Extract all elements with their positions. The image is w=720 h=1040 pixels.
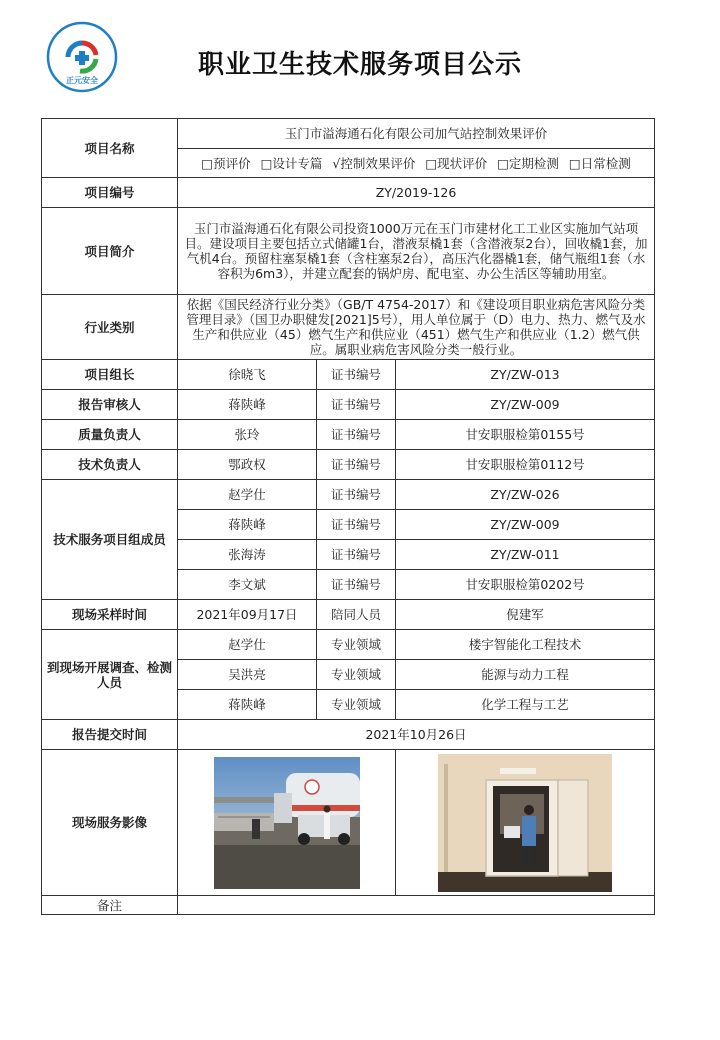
investigator-field: 楼宇智能化工程技术 xyxy=(396,630,655,660)
member-cert: ZY/ZW-011 xyxy=(396,540,655,570)
investigator-field: 化学工程与工艺 xyxy=(396,690,655,720)
accompany-label: 陪同人员 xyxy=(317,600,396,630)
cert-label: 证书编号 xyxy=(317,510,396,540)
label-members: 技术服务项目组成员 xyxy=(42,480,178,600)
cert-label: 证书编号 xyxy=(317,450,396,480)
logo-text: 正元安全 xyxy=(66,76,98,85)
row-tech xyxy=(42,450,655,480)
member-name: 张海涛 xyxy=(178,540,317,570)
investigator-name: 吴洪亮 xyxy=(178,660,317,690)
eval-type-option: □日常检测 xyxy=(568,155,631,171)
investigator-field: 能源与动力工程 xyxy=(396,660,655,690)
member-cert: 甘安职服检第0202号 xyxy=(396,570,655,600)
eval-type-options xyxy=(178,149,655,178)
row-quality xyxy=(42,420,655,450)
row-photos xyxy=(42,750,655,896)
label-project-no: 项目编号 xyxy=(42,178,178,208)
label-leader: 项目组长 xyxy=(42,360,178,390)
row-member xyxy=(42,480,655,510)
submit-time-value: 2021年10月26日 xyxy=(178,720,655,750)
member-cert: ZY/ZW-026 xyxy=(396,480,655,510)
label-quality: 质量负责人 xyxy=(42,420,178,450)
sampling-time-value: 2021年09月17日 xyxy=(178,600,317,630)
eval-type-option: □定期检测 xyxy=(497,155,559,171)
cert-label: 证书编号 xyxy=(317,480,396,510)
row-submit-time xyxy=(42,720,655,750)
eval-type-option: √控制效果评价 xyxy=(332,155,416,171)
reviewer-name: 蒋陕峰 xyxy=(178,390,317,420)
photo-cell-left xyxy=(178,750,396,896)
member-name: 赵学仕 xyxy=(178,480,317,510)
label-sampling-time: 现场采样时间 xyxy=(42,600,178,630)
field-label: 专业领域 xyxy=(317,660,396,690)
cert-label: 证书编号 xyxy=(317,540,396,570)
project-no-value: ZY/2019-126 xyxy=(178,178,655,208)
label-tech: 技术负责人 xyxy=(42,450,178,480)
field-label: 专业领域 xyxy=(317,690,396,720)
remarks-value xyxy=(178,896,655,915)
eval-type-option: □预评价 xyxy=(201,155,251,171)
quality-name: 张玲 xyxy=(178,420,317,450)
row-investigator xyxy=(42,630,655,660)
eval-type-option: □现状评价 xyxy=(425,155,488,171)
row-sampling-time xyxy=(42,600,655,630)
leader-cert: ZY/ZW-013 xyxy=(396,360,655,390)
label-photos: 现场服务影像 xyxy=(42,750,178,896)
photo-cell-right xyxy=(396,750,655,896)
row-project-name xyxy=(42,119,655,149)
site-photo-room xyxy=(438,754,612,892)
cert-label: 证书编号 xyxy=(317,360,396,390)
row-project-no xyxy=(42,178,655,208)
site-photo-tanker xyxy=(214,757,360,889)
project-info-table xyxy=(41,118,655,915)
label-reviewer: 报告审核人 xyxy=(42,390,178,420)
label-submit-time: 报告提交时间 xyxy=(42,720,178,750)
accompany-value: 倪建军 xyxy=(396,600,655,630)
member-cert: ZY/ZW-009 xyxy=(396,510,655,540)
member-name: 蒋陕峰 xyxy=(178,510,317,540)
label-investigators: 到现场开展调查、检测人员 xyxy=(42,630,178,720)
label-industry: 行业类别 xyxy=(42,295,178,360)
eval-type-option: □设计专篇 xyxy=(260,155,323,171)
row-industry xyxy=(42,295,655,360)
industry-value: 依据《国民经济行业分类》（GB/T 4754-2017）和《建设项目职业病危害风险分类管理目录》（国卫办职健发[2021]5号），用人单位属于（D）电力、热力、燃气及水生产和供应业（45）燃气生产和供应业（451）燃气生产和供应业（1.2）燃气供应。属职业病危害风险分类一般行业。 xyxy=(178,295,655,360)
investigator-name: 赵学仕 xyxy=(178,630,317,660)
row-remarks xyxy=(42,896,655,915)
tech-cert: 甘安职服检第0112号 xyxy=(396,450,655,480)
tech-name: 鄂政权 xyxy=(178,450,317,480)
project-name-value: 玉门市溢海通石化有限公司加气站控制效果评价 xyxy=(178,119,655,149)
cert-label: 证书编号 xyxy=(317,570,396,600)
label-project-intro: 项目简介 xyxy=(42,208,178,295)
label-remarks: 备注 xyxy=(42,896,178,915)
investigator-name: 蒋陕峰 xyxy=(178,690,317,720)
field-label: 专业领域 xyxy=(317,630,396,660)
row-leader xyxy=(42,360,655,390)
label-project-name: 项目名称 xyxy=(42,119,178,178)
page-title: 职业卫生技术服务项目公示 xyxy=(197,50,522,80)
reviewer-cert: ZY/ZW-009 xyxy=(396,390,655,420)
cert-label: 证书编号 xyxy=(317,390,396,420)
cert-label: 证书编号 xyxy=(317,420,396,450)
row-reviewer xyxy=(42,390,655,420)
row-project-intro xyxy=(42,208,655,295)
project-intro-value: 玉门市溢海通石化有限公司投资1000万元在玉门市建材化工工业区实施加气站项目。建设项目主要包括立式储罐1台，潜液泵橇1套（含潜液泵2台），回收橇1套，加气机4台。预留柱塞泵橇1套（含柱塞泵2台），高压汽化器橇1套，储气瓶组1套（水容积为6m3），并建立配套的锅炉房、配电室、办公生活区等辅助用室。 xyxy=(178,208,655,295)
leader-name: 徐晓飞 xyxy=(178,360,317,390)
member-name: 李文斌 xyxy=(178,570,317,600)
quality-cert: 甘安职服检第0155号 xyxy=(396,420,655,450)
